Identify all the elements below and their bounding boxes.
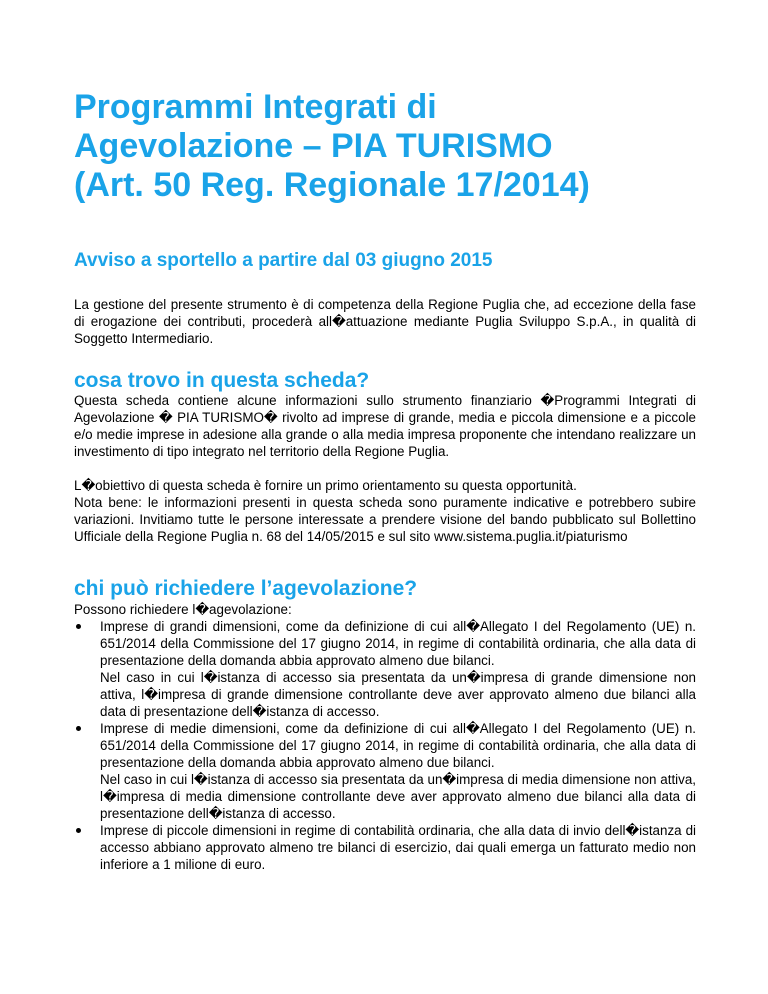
bullet-icon [76,624,81,629]
eligibility-intro: Possono richiedere l�agevolazione: [74,602,292,617]
list-item-text: Imprese di piccole dimensioni in regime di contabilità ordinaria, che alla data di invio dell�istanza di accesso abbiano approvato almeno tre bilanci di esercizio, dai quali emerga un fatturato medio non inferiore a 1 milione di euro. [100,823,696,872]
list-item-note: Nel caso in cui l�istanza di accesso sia presentata da un�impresa di grande dimensione non attiva, l�impresa di grande dimensione controllante deve aver approvato almeno due bilanci alla data di presentazione dell�istanza di accesso. [100,670,696,719]
title-line-2: Agevolazione – PIA TURISMO [74,127,553,165]
scheda-note: Nota bene: le informazioni presenti in questa scheda sono puramente indicative e potrebbero subire variazioni. Invitiamo tutte le persone interessate a prendere visione del bando pubblicato sul Bollettino Ufficiale della Regione Puglia n. 68 del 14/05/2015 e sul sito www.sistema.puglia.it/piaturismo [74,495,696,544]
section-heading-chi: chi può richiedere l’agevolazione? [74,577,418,600]
scheda-description: Questa scheda contiene alcune informazioni sullo strumento finanziario �Programmi Integrati di Agevolazione � PIA TURISMO� rivolto ad imprese di grande, media e piccola dimensione e a piccole e/o medie imprese in adesione alla grande o alla media impresa proponente che intendano realizzare un investimento di tipo integrato nel territorio della Regione Puglia. [74,393,696,459]
list-item [74,822,696,873]
list-item-note: Nel caso in cui l�istanza di accesso sia presentata da un�impresa di media dimensione non attiva, l�impresa di media dimensione controllante deve aver approvato almeno due bilanci alla data di presentazione dell�istanza di accesso. [100,772,696,821]
list-item [74,618,696,720]
title-line-1: Programmi Integrati di [74,88,437,126]
list-item-text: Imprese di medie dimensioni, come da definizione di cui all�Allegato I del Regolamento (UE) n. 651/2014 della Commissione del 17 giugno 2014, in regime di contabilità ordinaria, che alla data di presentazione della domanda abbia approvato almeno due bilanci. [100,721,696,770]
bullet-icon [76,828,81,833]
page-title [74,88,714,205]
list-item-text: Imprese di grandi dimensioni, come da definizione di cui all�Allegato I del Regolamento (UE) n. 651/2014 della Commissione del 17 giugno 2014, in regime di contabilità ordinaria, che alla data di presentazione della domanda abbia approvato almeno due bilanci. [100,619,696,668]
page-subtitle: Avviso a sportello a partire dal 03 giugno 2015 [74,250,493,271]
bullet-icon [76,726,81,731]
title-line-3: (Art. 50 Reg. Regionale 17/2014) [74,166,590,204]
scheda-objective: L�obiettivo di questa scheda è fornire un primo orientamento su questa opportunità. [74,478,577,493]
eligibility-list [74,618,696,873]
list-item [74,720,696,822]
intro-paragraph: La gestione del presente strumento è di competenza della Regione Puglia che, ad eccezione della fase di erogazione dei contributi, procederà all�attuazione mediante Puglia Sviluppo S.p.A., in qualità di Soggetto Intermediario. [74,297,696,346]
section-heading-scheda: cosa trovo in questa scheda? [74,369,370,392]
